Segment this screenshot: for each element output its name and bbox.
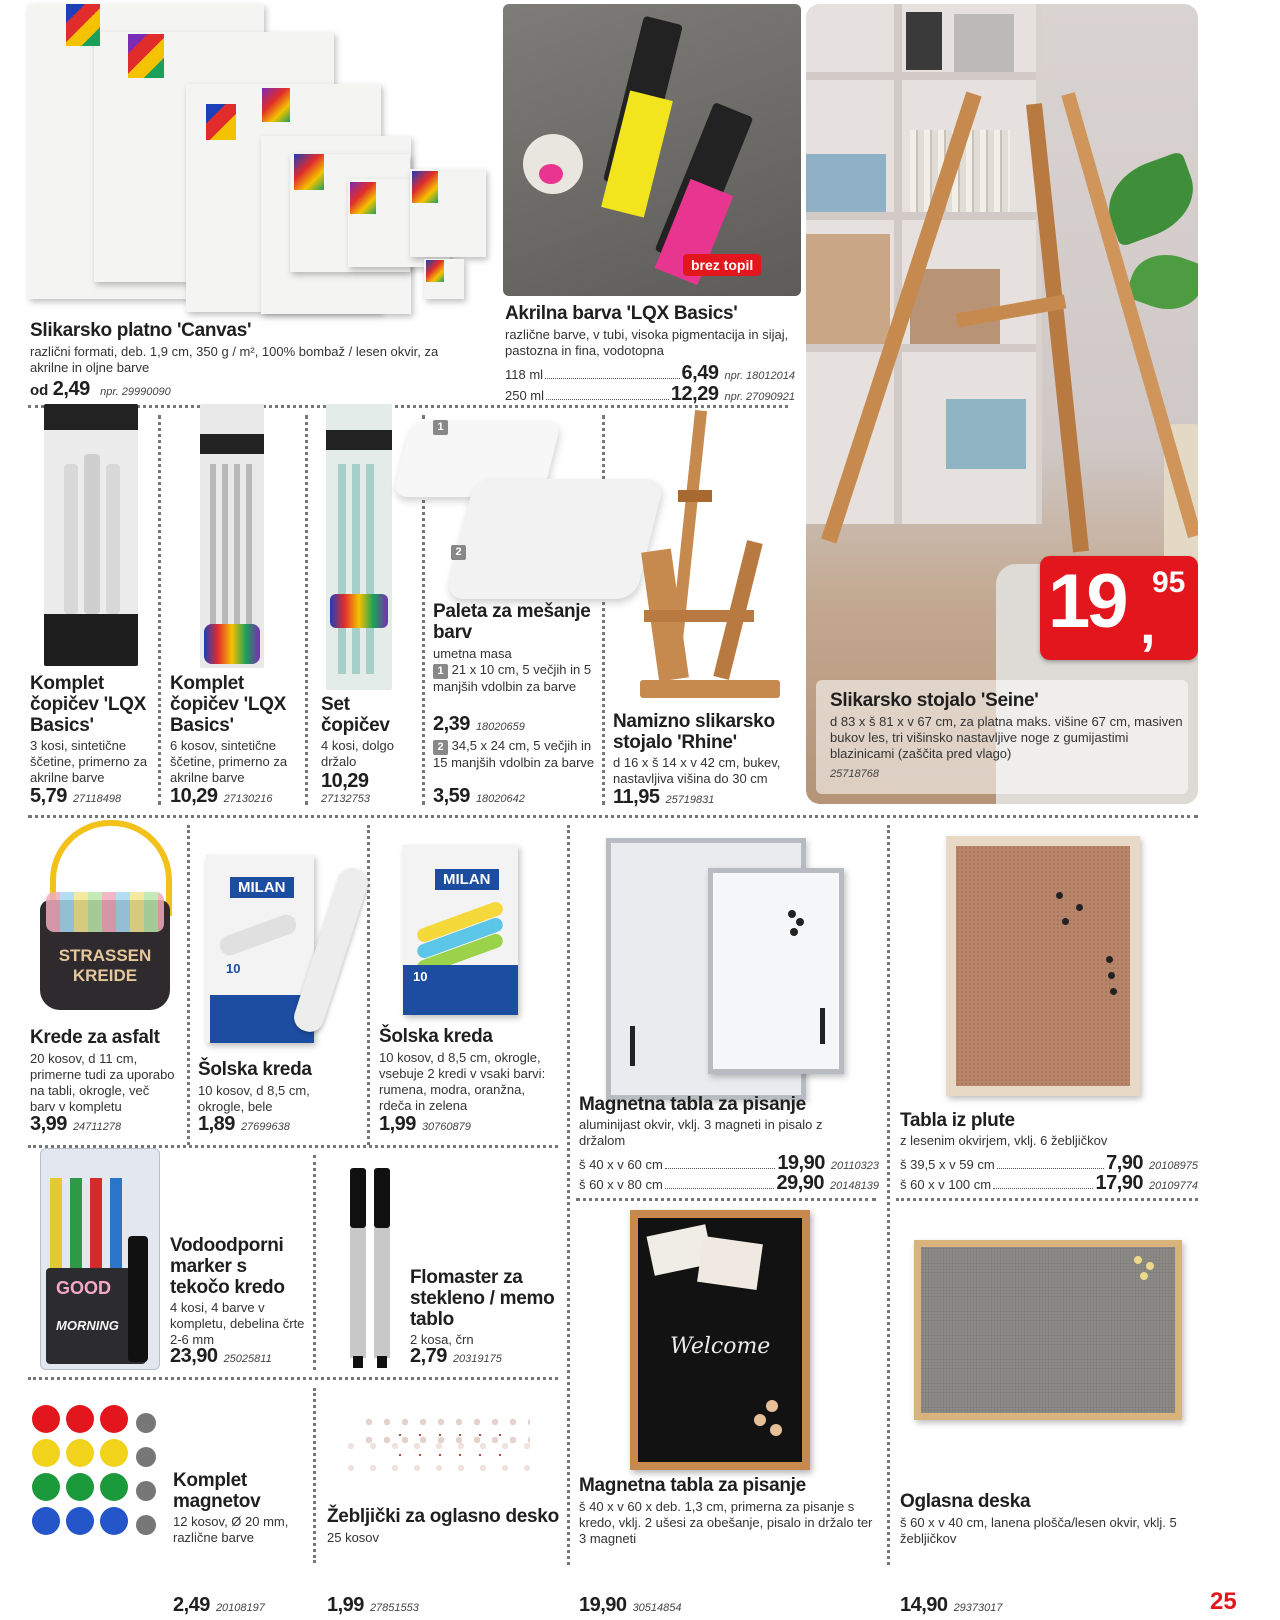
separator — [187, 825, 190, 1145]
palette-v2-art: 18020642 — [475, 793, 525, 805]
chalk-color-image — [403, 845, 523, 1020]
notice-board-desc: š 60 x v 40 cm, lanena plošča/lesen okvir, vklj. 5 žebljičkov — [900, 1515, 1177, 1546]
easel-seine-price-cents: 95 — [1152, 566, 1186, 599]
separator — [28, 815, 1198, 818]
acrylic-image — [503, 4, 801, 296]
chalk-asphalt-image — [40, 820, 170, 1020]
chalk-asphalt-price: 3,99 — [30, 1113, 67, 1135]
chalk-white-title: Šolska kreda — [198, 1059, 312, 1080]
chalk-white-price-line — [198, 1113, 290, 1136]
separator — [576, 1198, 876, 1201]
magnets-price: 2,49 — [173, 1594, 210, 1616]
cork-board-art-1: 20108975 — [1149, 1160, 1198, 1172]
magnet-board-variant-2 — [579, 1172, 879, 1195]
brushes3-desc: 4 kosi, dolgo držalo — [321, 738, 394, 769]
easel-rhine-art: 25719831 — [665, 794, 715, 806]
chalk-color-art: 30760879 — [421, 1121, 471, 1133]
palette-v1-price: 2,39 — [433, 713, 470, 735]
palette-v1-price-line — [433, 713, 525, 736]
marker-price: 23,90 — [170, 1345, 218, 1367]
magnet-board-desc: aluminijast okvir, vklj. 3 magneti in pisalo z držalom — [579, 1117, 823, 1148]
brushes1-image — [44, 404, 138, 666]
cork-board-variant-2 — [900, 1172, 1198, 1195]
chalk-color-desc: 10 kosov, d 8,5 cm, okrogle, vsebuje 2 kredi v vsaki barvi: rumena, modra, oranžna, rdeča in zelena — [379, 1050, 546, 1113]
separator — [313, 1388, 316, 1563]
chalk-white-count: 10 — [226, 961, 241, 976]
magnet-board-title: Magnetna tabla za pisanje — [579, 1094, 806, 1115]
marker-card-text-2: MORNING — [56, 1318, 119, 1333]
palette-v1-num: 1 — [433, 664, 448, 679]
acrylic-art-1: npr. 18012014 — [724, 370, 795, 382]
palette-v2-price-line — [433, 785, 525, 808]
brushes1-price: 5,79 — [30, 785, 67, 807]
magnet-board-price-2: 29,90 — [776, 1172, 825, 1194]
page-number: 25 — [1210, 1588, 1237, 1615]
brushes2-image — [200, 404, 264, 668]
acrylic-price-1: 6,49 — [681, 362, 719, 384]
chalkboard-price: 19,90 — [579, 1594, 627, 1616]
canvas-price-line — [30, 378, 171, 401]
separator — [28, 405, 788, 408]
flomaster-price-line — [410, 1345, 502, 1368]
brushes2-price: 10,29 — [170, 785, 218, 807]
brushes2-price-line — [170, 785, 273, 808]
brushes2-title: Komplet čopičev 'LQX Basics' — [170, 673, 287, 736]
brushes1-art: 27118498 — [72, 793, 122, 805]
magnets-desc: 12 kosov, Ø 20 mm, različne barve — [173, 1514, 289, 1545]
flomaster-art: 20319175 — [452, 1353, 502, 1365]
flomaster-desc: 2 kosa, črn — [410, 1332, 474, 1347]
pins-title: Žebljički za oglasno desko — [327, 1506, 559, 1527]
palette-desc: umetna masa — [433, 646, 512, 661]
chalk-white-price: 1,89 — [198, 1113, 235, 1135]
separator — [313, 1155, 316, 1370]
pins-price-line — [327, 1594, 419, 1617]
chalk-asphalt-art: 24711278 — [72, 1121, 122, 1133]
palette-v1-art: 18020659 — [475, 721, 525, 733]
brushes3-art: 27132753 — [321, 793, 370, 805]
cork-board-image — [946, 836, 1140, 1096]
magnets-image — [32, 1405, 172, 1545]
canvas-title: Slikarsko platno 'Canvas' — [30, 320, 252, 341]
easel-seine-price-tag: 19 , 95 — [1040, 556, 1198, 660]
chalk-asphalt-price-line — [30, 1113, 121, 1136]
cork-board-price-1: 7,90 — [1106, 1152, 1144, 1174]
chalk-asphalt-bucket-text: STRASSEN KREIDE — [58, 946, 152, 985]
brushes2-desc: 6 kosov, sintetične ščetine, primerno za akrilne barve — [170, 738, 288, 785]
magnet-board-art-2: 20148139 — [830, 1180, 879, 1192]
magnet-board-image — [606, 838, 846, 1098]
palette-v2 — [433, 738, 598, 771]
palette-badge-1: 1 — [433, 420, 448, 435]
cork-board-price-2: 17,90 — [1095, 1172, 1144, 1194]
brushes1-desc: 3 kosi, sintetične ščetine, primerno za akrilne barve — [30, 738, 148, 785]
chalk-color-count: 10 — [413, 969, 428, 984]
palette-badge-2: 2 — [451, 545, 466, 560]
chalk-color-brand: MILAN — [435, 869, 499, 890]
notice-board-price-line — [900, 1594, 1003, 1617]
easel-rhine-title: Namizno slikarsko stojalo 'Rhine' — [613, 711, 775, 753]
acrylic-size-1: 118 ml — [505, 367, 544, 382]
easel-rhine-image — [640, 410, 800, 710]
easel-seine-desc: d 83 x š 81 x v 67 cm, za platna maks. višine 67 cm, masiven bukov les, tri višinsko nastavljive noge z gumijastimi blazinicami (zaščita pred vlago) — [830, 714, 1183, 761]
separator — [887, 825, 890, 1565]
chalk-white-brand: MILAN — [230, 877, 294, 898]
magnets-art: 20108197 — [215, 1602, 265, 1614]
palette-v1 — [433, 662, 593, 695]
separator — [28, 1377, 558, 1380]
pins-image — [320, 1395, 560, 1495]
marker-image — [40, 1148, 158, 1372]
notice-board-price: 14,90 — [900, 1594, 948, 1616]
chalkboard-desc: š 40 x v 60 x deb. 1,3 cm, primerna za pisanje s kredo, vklj. 2 ušesi za obešanje, pisalo in držalo ter 3 magneti — [579, 1499, 873, 1546]
chalkboard-title: Magnetna tabla za pisanje — [579, 1475, 806, 1496]
palette-v2-price: 3,59 — [433, 785, 470, 807]
brushes2-art: 27130216 — [223, 793, 273, 805]
chalk-white-art: 27699638 — [240, 1121, 290, 1133]
acrylic-variant-2 — [505, 383, 795, 406]
palette-v2-desc: 34,5 x 24 cm, 5 večjih in 15 manjših vdolbin za barve — [433, 738, 595, 770]
palette-title: Paleta za mešanje barv — [433, 601, 591, 643]
canvas-desc: različni formati, deb. 1,9 cm, 350 g / m², 100% bombaž / lesen okvir, za akrilne in oljne barve — [30, 344, 439, 375]
easel-seine-image — [806, 4, 1198, 804]
chalk-asphalt-desc: 20 kosov, d 11 cm, primerne tudi za uporabo na tabli, okrogle, več barv v kompletu — [30, 1051, 175, 1114]
cork-board-desc: z lesenim okvirjem, vklj. 6 žebljičkov — [900, 1133, 1108, 1148]
acrylic-art-2: npr. 27090921 — [724, 391, 795, 403]
acrylic-size-2: 250 ml — [505, 388, 545, 403]
acrylic-variant-1 — [505, 362, 795, 385]
separator — [305, 415, 308, 805]
easel-rhine-price-line — [613, 786, 714, 809]
brushes3-price: 10,29 — [321, 770, 369, 792]
pins-desc: 25 kosov — [327, 1530, 380, 1545]
marker-card-text-1: GOOD — [56, 1278, 112, 1298]
brushes1-title: Komplet čopičev 'LQX Basics' — [30, 673, 147, 736]
brushes3-image — [326, 404, 392, 690]
acrylic-price-2: 12,29 — [670, 383, 719, 405]
marker-price-line — [170, 1345, 272, 1368]
palette-v1-desc: 21 x 10 cm, 5 večjih in 5 manjših vdolbin za barve — [433, 662, 592, 694]
magnets-price-line — [173, 1594, 265, 1617]
chalk-asphalt-title: Krede za asfalt — [30, 1027, 160, 1048]
brushes1-price-line — [30, 785, 121, 808]
canvas-price: 2,49 — [52, 378, 90, 400]
chalk-white-image — [200, 855, 370, 1055]
pins-art: 27851553 — [369, 1602, 419, 1614]
canvas-price-prefix: od — [30, 382, 49, 399]
chalkboard-art: 30514854 — [632, 1602, 682, 1614]
acrylic-title: Akrilna barva 'LQX Basics' — [505, 303, 738, 324]
flomaster-price: 2,79 — [410, 1345, 447, 1367]
magnet-board-size-2: š 60 x v 80 cm — [579, 1177, 663, 1192]
chalk-color-price-line — [379, 1113, 471, 1136]
magnet-board-art-1: 20110323 — [830, 1160, 879, 1172]
separator — [567, 825, 570, 1565]
notice-board-image — [914, 1240, 1182, 1420]
flomaster-title: Flomaster za stekleno / memo tablo — [410, 1267, 555, 1330]
canvas-image — [28, 4, 498, 312]
canvas-art: npr. 29990090 — [100, 386, 171, 398]
chalkboard-image — [630, 1210, 810, 1470]
brushes3-price-line — [321, 770, 369, 793]
easel-rhine-price: 11,95 — [613, 786, 660, 808]
cork-board-art-2: 20109774 — [1149, 1180, 1198, 1192]
palette-image — [400, 415, 665, 615]
marker-title: Vodoodporni marker s tekočo kredo — [170, 1235, 285, 1298]
magnet-board-size-1: š 40 x v 60 cm — [579, 1157, 663, 1172]
magnet-board-price-1: 19,90 — [777, 1152, 825, 1174]
notice-board-art: 29373017 — [953, 1602, 1003, 1614]
chalk-color-price: 1,99 — [379, 1113, 416, 1135]
palette-v2-num: 2 — [433, 740, 448, 755]
magnets-title: Komplet magnetov — [173, 1470, 261, 1512]
chalk-color-title: Šolska kreda — [379, 1026, 493, 1047]
cork-board-size-1: š 39,5 x v 59 cm — [900, 1157, 995, 1172]
easel-seine-price-main: 19 — [1048, 559, 1125, 644]
flomaster-image — [350, 1168, 400, 1368]
chalk-white-desc: 10 kosov, d 8,5 cm, okrogle, bele — [198, 1083, 310, 1114]
marker-art: 25025811 — [223, 1353, 272, 1365]
easel-rhine-desc: d 16 x š 14 x v 42 cm, bukev, nastavljiva višina do 30 cm — [613, 755, 781, 786]
cork-board-size-2: š 60 x v 100 cm — [900, 1177, 992, 1192]
chalkboard-price-line — [579, 1594, 682, 1617]
notice-board-title: Oglasna deska — [900, 1491, 1031, 1512]
marker-desc: 4 kosi, 4 barve v kompletu, debelina črte 2-6 mm — [170, 1300, 305, 1347]
pins-price: 1,99 — [327, 1594, 364, 1616]
acrylic-desc: različne barve, v tubi, visoka pigmentacija in sijaj, pastozna in fina, vodotopna — [505, 327, 789, 358]
brushes3-title: Set čopičev — [321, 694, 390, 736]
easel-seine-title: Slikarsko stojalo 'Seine' — [830, 690, 1039, 711]
chalkboard-board-text: Welcome — [670, 1334, 771, 1359]
acrylic-badge: brez topil — [683, 254, 761, 276]
separator — [158, 415, 161, 805]
easel-seine-art: 25718768 — [830, 768, 879, 780]
cork-board-title: Tabla iz plute — [900, 1110, 1015, 1131]
separator — [896, 1198, 1198, 1201]
